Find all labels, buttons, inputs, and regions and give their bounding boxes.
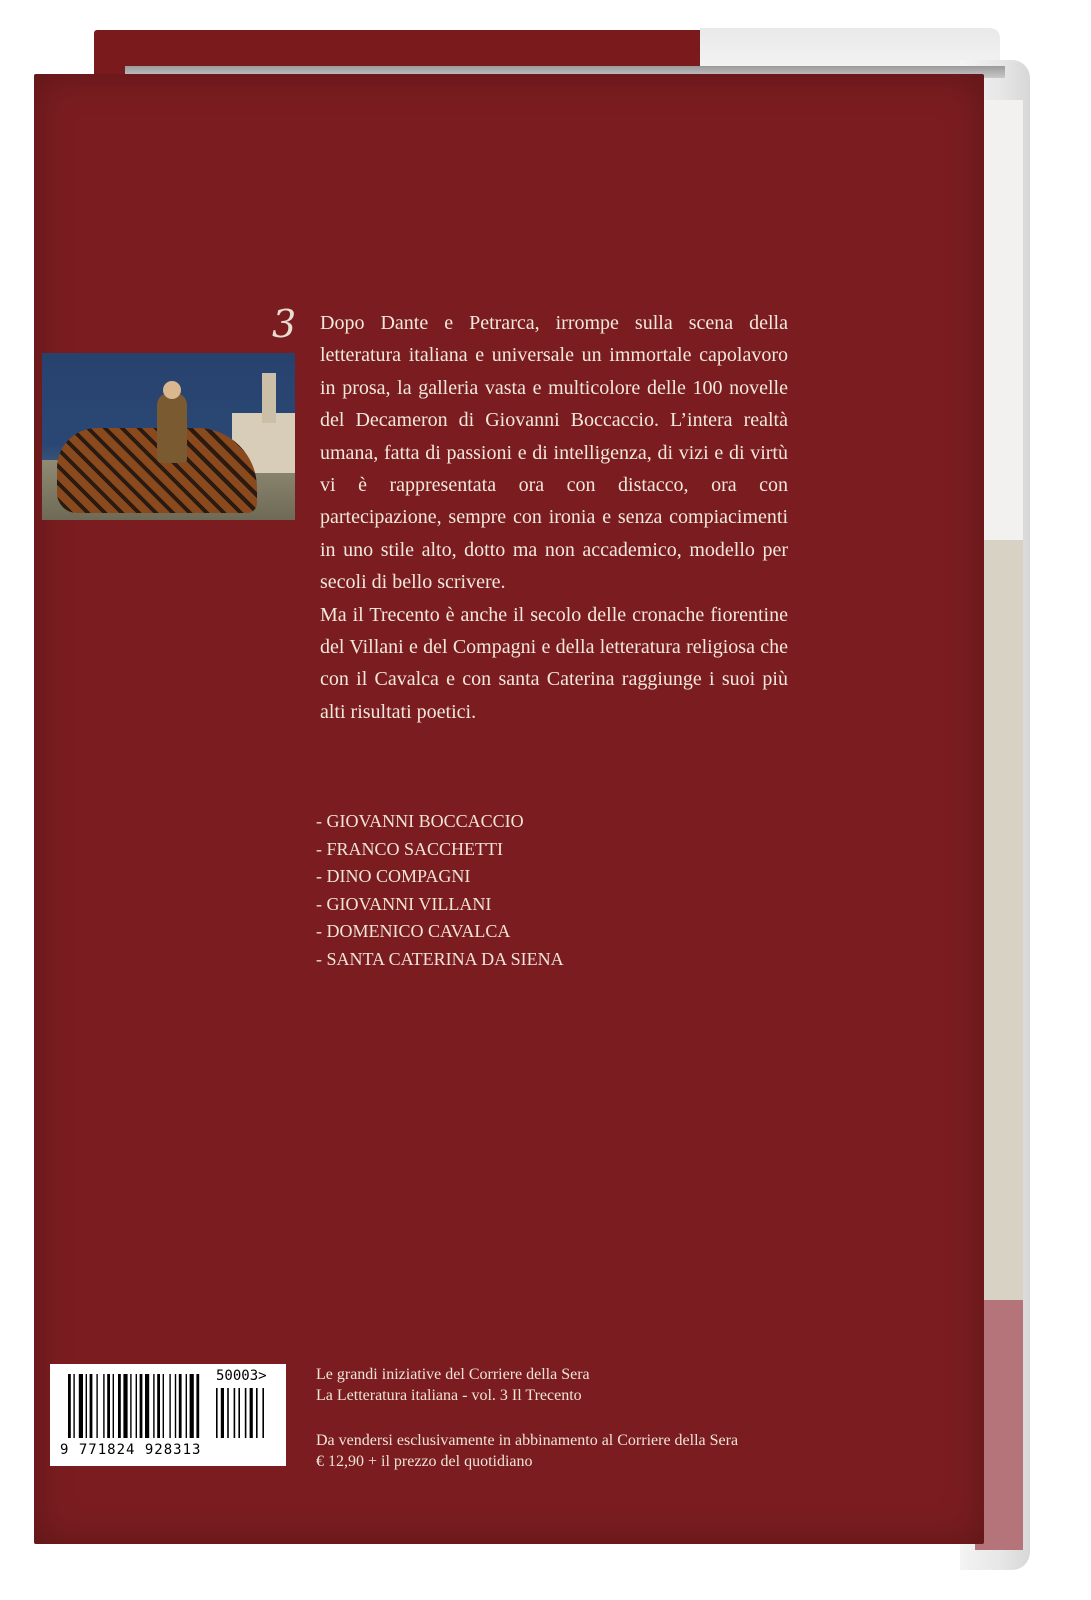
volume-number: 3	[272, 302, 297, 346]
footer-line-2: La Letteratura italiana - vol. 3 Il Trecento	[316, 1387, 582, 1404]
barcode	[50, 1364, 286, 1466]
author-item: - SANTA CATERINA DA SIENA	[316, 948, 564, 969]
barcode-number: 9 771824 928313	[60, 1442, 202, 1458]
footer-line-4: € 12,90 + il prezzo del quotidiano	[316, 1453, 533, 1470]
description	[320, 307, 788, 728]
cover-painting	[42, 353, 295, 520]
author-item: - FRANCO SACCHETTI	[316, 838, 504, 859]
painting-rider-head	[163, 381, 181, 399]
description-paragraph-1: Dopo Dante e Petrarca, irrompe sulla scena della letteratura italiana e universale un immortale capolavoro in prosa, la galleria vasta e multicolore delle 100 novelle del Decameron di Giovanni Boccaccio. L’intera realtà umana, fatta di passioni e di intelligenza, di vizi e di virtù vi è rappresentata ora con distacco, ora con partecipazione, sempre con ironia e senza compiacimenti in uno stile alto, dotto ma non accademico, modello per secoli di bello scrivere.	[320, 312, 788, 594]
footer-line-3: Da vendersi esclusivamente in abbinamento al Corriere della Sera	[316, 1432, 739, 1449]
author-item: - GIOVANNI VILLANI	[316, 893, 492, 914]
author-item: - DOMENICO CAVALCA	[316, 921, 511, 941]
author-item: - GIOVANNI BOCCACCIO	[316, 811, 524, 831]
painting-rider	[157, 393, 187, 463]
painting-tower	[262, 373, 276, 423]
footer-line-1: Le grandi iniziative del Corriere della Sera	[316, 1366, 590, 1383]
footer-info	[316, 1364, 738, 1472]
author-item: - DINO COMPAGNI	[316, 866, 471, 886]
barcode-addon: 50003>	[216, 1368, 267, 1384]
description-paragraph-2: Ma il Trecento è anche il secolo delle cronache fiorentine del Villani e del Compagni e della letteratura religiosa che con il Cavalca e con santa Caterina raggiunge i suoi più alti risultati poetici.	[320, 603, 788, 723]
author-list	[316, 808, 564, 973]
